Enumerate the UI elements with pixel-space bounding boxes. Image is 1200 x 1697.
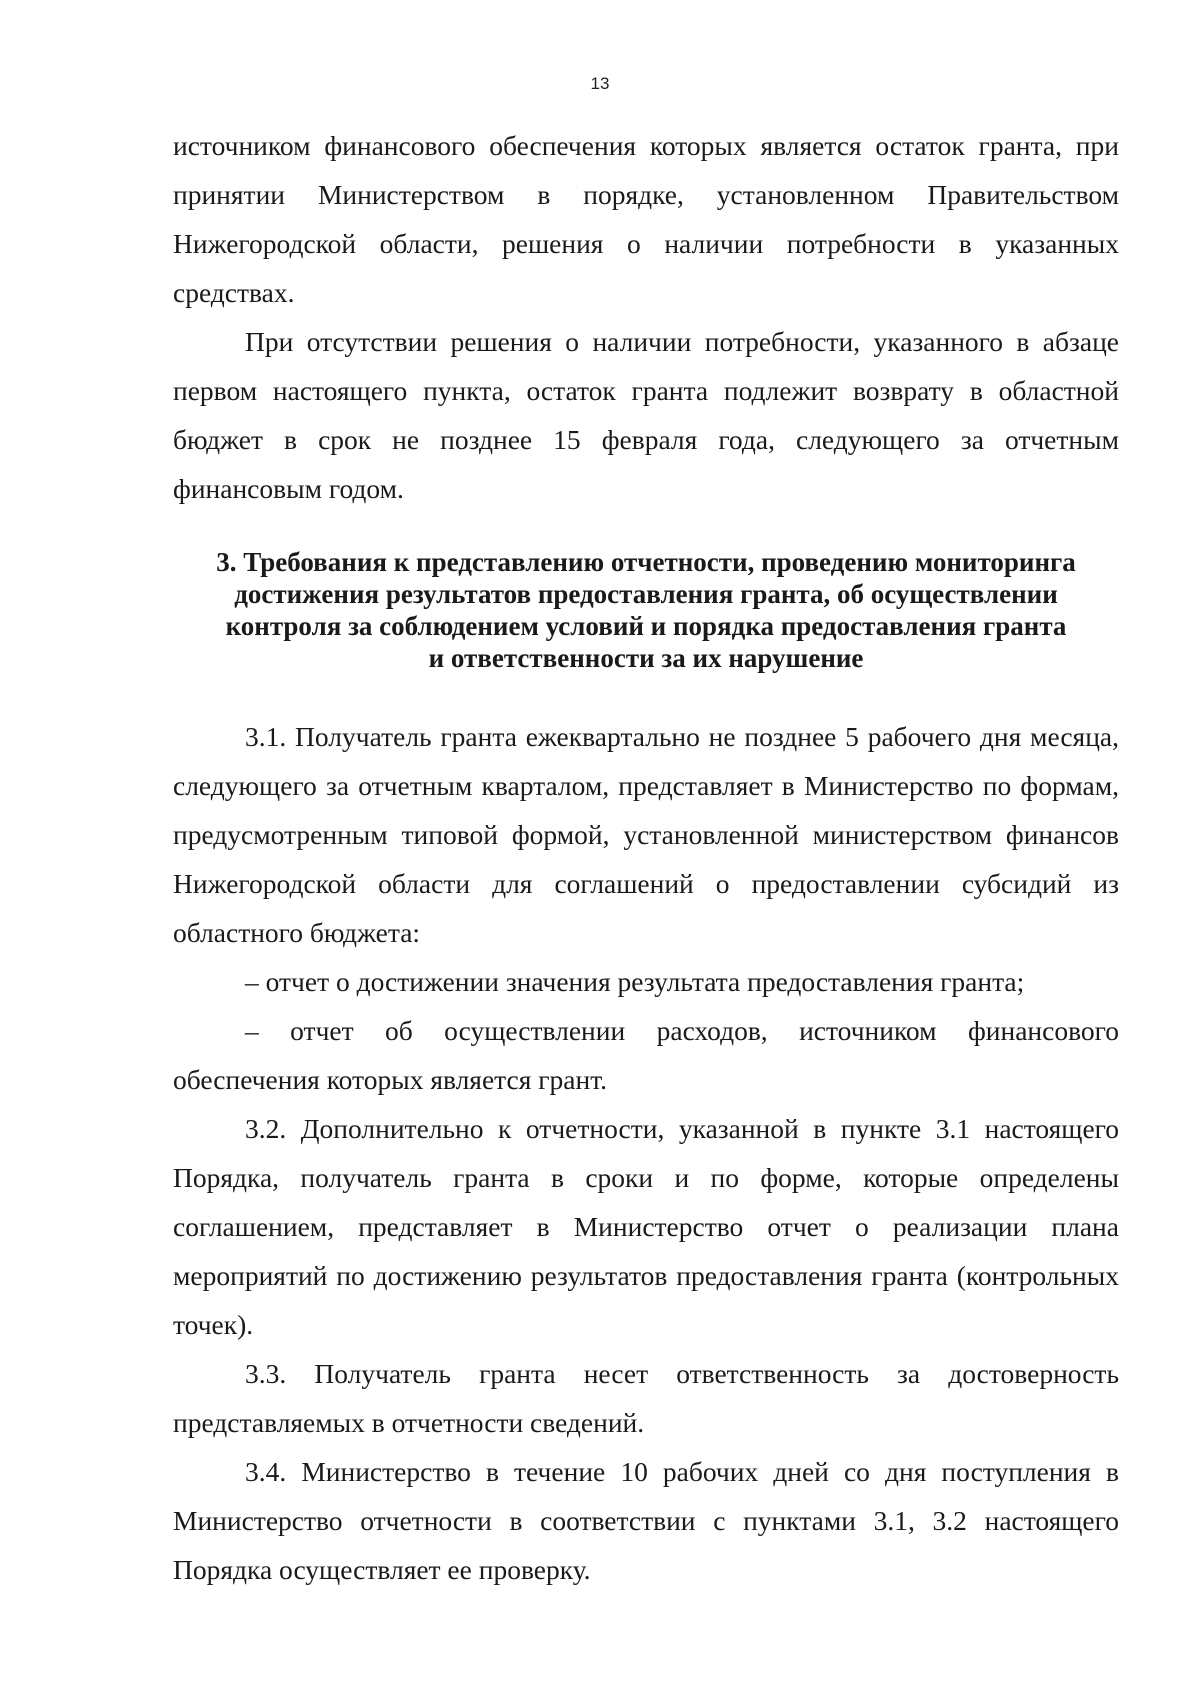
clause-3-1-item-1: – отчет о достижении значения результата предоставления гранта;: [245, 966, 1025, 997]
heading-line: достижения результатов предоставления гранта, об осуществлении: [234, 579, 1058, 609]
heading-line: контроля за соблюдением условий и порядка предоставления гранта: [225, 611, 1067, 641]
intro-block: [173, 121, 1119, 513]
clause-3-4: 3.4. Министерство в течение 10 рабочих дней со дня поступления в Министерство отчетности в соответствии с пунктами 3.1, 3.2 настоящего Порядка осуществляет ее проверку.: [173, 1456, 1119, 1585]
clause-3-2: 3.2. Дополнительно к отчетности, указанной в пункте 3.1 настоящего Порядка, получатель гранта в сроки и по форме, которые определены соглашением, представляет в Министерство отчет о реализации плана мероприятий по достижению результатов предоставления гранта (контрольных точек).: [173, 1113, 1119, 1340]
clause-3-1: 3.1. Получатель гранта ежеквартально не позднее 5 рабочего дня месяца, следующего за отчетным кварталом, представляет в Министерство по формам, предусмотренным типовой формой, установленной министерством финансов Нижегородской области для соглашений о предоставлении субсидий из областного бюджета:: [173, 721, 1119, 948]
heading-line: 3. Требования к представлению отчетности, проведению мониторинга: [216, 547, 1076, 577]
clause-3-3: 3.3. Получатель гранта несет ответственность за достоверность представляемых в отчетности сведений.: [173, 1358, 1119, 1438]
paragraph-remainder-return: При отсутствии решения о наличии потребности, указанного в абзаце первом настоящего пункта, остаток гранта подлежит возврату в областной бюджет в срок не позднее 15 февраля года, следующего за отчетным финансовым годом.: [173, 326, 1119, 504]
clause-3-1-item-2: – отчет об осуществлении расходов, источником финансового обеспечения которых является грант.: [173, 1015, 1119, 1095]
section-3-heading: [173, 546, 1119, 674]
page-number: 13: [590, 74, 610, 93]
heading-line: и ответственности за их нарушение: [428, 643, 864, 673]
paragraph-continuation: источником финансового обеспечения которых является остаток гранта, при принятии Министерством в порядке, установленном Правительством Нижегородской области, решения о наличии потребности в указанных средствах.: [173, 130, 1119, 308]
section-3-body: [173, 712, 1119, 1594]
